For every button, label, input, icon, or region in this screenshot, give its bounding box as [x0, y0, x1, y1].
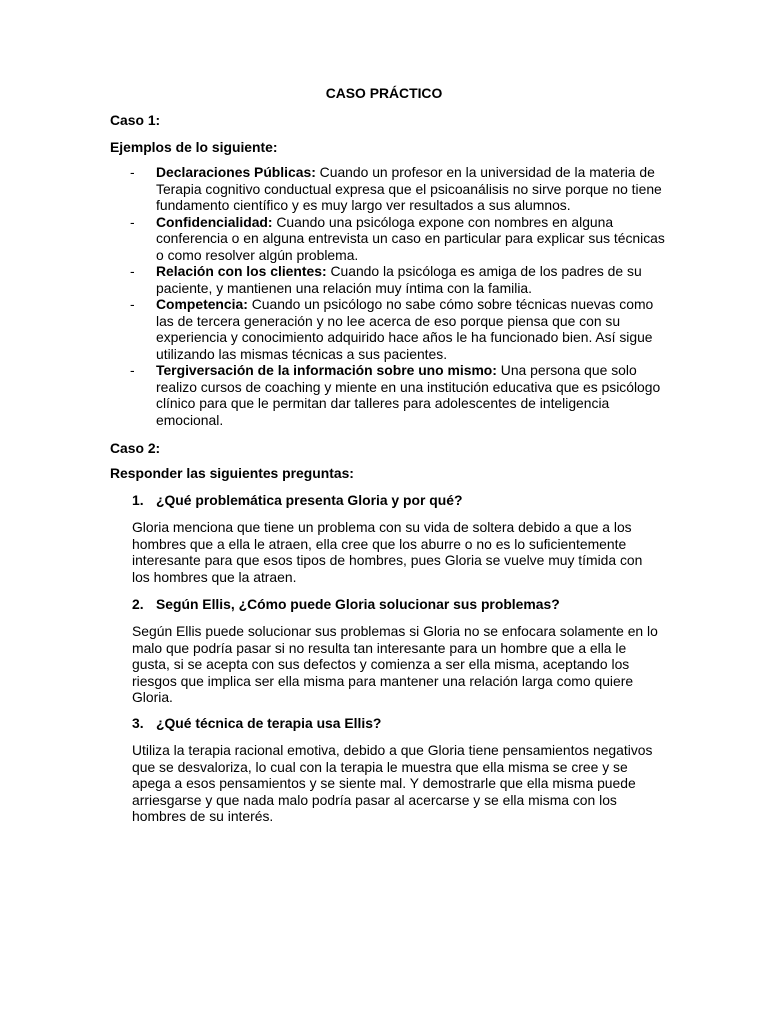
item-term: Tergiversación de la información sobre uno mismo:: [156, 362, 497, 378]
dash-marker: -: [130, 164, 135, 180]
item-text: Cuando un profesor en la universidad de la materia de Terapia cognitivo conductual expresa que el psicoanálisis no sirve porque no tiene fundamento científico y es muy largo ver resultados a sus alumnos.: [156, 164, 662, 213]
question-text: ¿Qué técnica de terapia usa Ellis?: [156, 715, 382, 731]
case1-examples-list: [110, 164, 670, 428]
question-number: 2.: [132, 596, 144, 612]
case2-heading: Caso 2:: [110, 440, 161, 456]
item-term: Competencia:: [156, 296, 248, 312]
item-text: Cuando un psicólogo no sabe cómo sobre técnicas nuevas como las de tercera generación y no lee acerca de eso porque piensa que con su experiencia y conocimiento adquirido hace años le ha funcionado bien. Así sigue utilizando las mismas técnicas a sus pacientes.: [156, 296, 654, 362]
item-term: Declaraciones Públicas:: [156, 164, 316, 180]
list-item: [110, 164, 670, 214]
item-text: Cuando la psicóloga es amiga de los padres de su paciente, y mantienen una relación muy íntima con la familia.: [156, 263, 642, 296]
dash-marker: -: [130, 263, 135, 279]
question-number: 3.: [132, 715, 144, 731]
case1-heading: Caso 1:: [110, 112, 161, 128]
list-item: [110, 362, 670, 428]
question-1: [110, 492, 670, 509]
answer-2: Según Ellis puede solucionar sus problemas si Gloria no se enfocara solamente en lo malo que podría pasar si no resulta tan interesante para un hombre que a ella le gusta, si se acepta con sus defectos y comienza a ser ella misma, aceptando los riesgos que implica ser ella misma para mantener una relación larga como quiere Gloria.: [132, 623, 658, 705]
item-text: Cuando una psicóloga expone con nombres en alguna conferencia o en alguna entrevista un caso en particular para explicar sus técnicas o como resolver algún problema.: [156, 213, 665, 263]
question-2: [110, 596, 670, 613]
question-text: Según Ellis, ¿Cómo puede Gloria solucionar sus problemas?: [156, 596, 560, 612]
dash-marker: -: [130, 296, 135, 312]
question-number: 1.: [132, 492, 144, 508]
document-title: CASO PRÁCTICO: [325, 85, 443, 101]
dash-marker: -: [130, 213, 135, 230]
item-term: Relación con los clientes:: [156, 263, 327, 279]
answer-1: Gloria menciona que tiene un problema con su vida de soltera debido a que a los hombres que a ella le atraen, ella cree que los aburre o no es lo suficientemente interesante para que esos tipos de hombres, pues Gloria se vuelve muy tímida con los hombres que la atraen.: [132, 519, 643, 585]
case1-subheading: Ejemplos de lo siguiente:: [110, 139, 278, 155]
answer-3: Utiliza la terapia racional emotiva, debido a que Gloria tiene pensamientos negativos que se desvaloriza, lo cual con la terapia le muestra que ella misma se cree y se apega a esos pensamientos y se siente mal. Y demostrarle que ella misma puede arriesgarse y que nada malo podría pasar al acercarse y se ella misma con los hombres de su interés.: [132, 742, 653, 824]
list-item: [110, 214, 670, 264]
list-item: [110, 296, 670, 362]
item-text: Una persona que solo realizo cursos de coaching y miente en una institución educativa que es psicólogo clínico para que le permitan dar talleres para adolescentes de inteligencia emocional.: [156, 362, 661, 428]
dash-marker: -: [130, 362, 135, 378]
case2-subheading: Responder las siguientes preguntas:: [110, 465, 354, 481]
item-term: Confidencialidad:: [156, 213, 273, 230]
question-3: [110, 715, 670, 732]
question-text: ¿Qué problemática presenta Gloria y por qué?: [156, 492, 463, 508]
list-item: [110, 263, 670, 296]
